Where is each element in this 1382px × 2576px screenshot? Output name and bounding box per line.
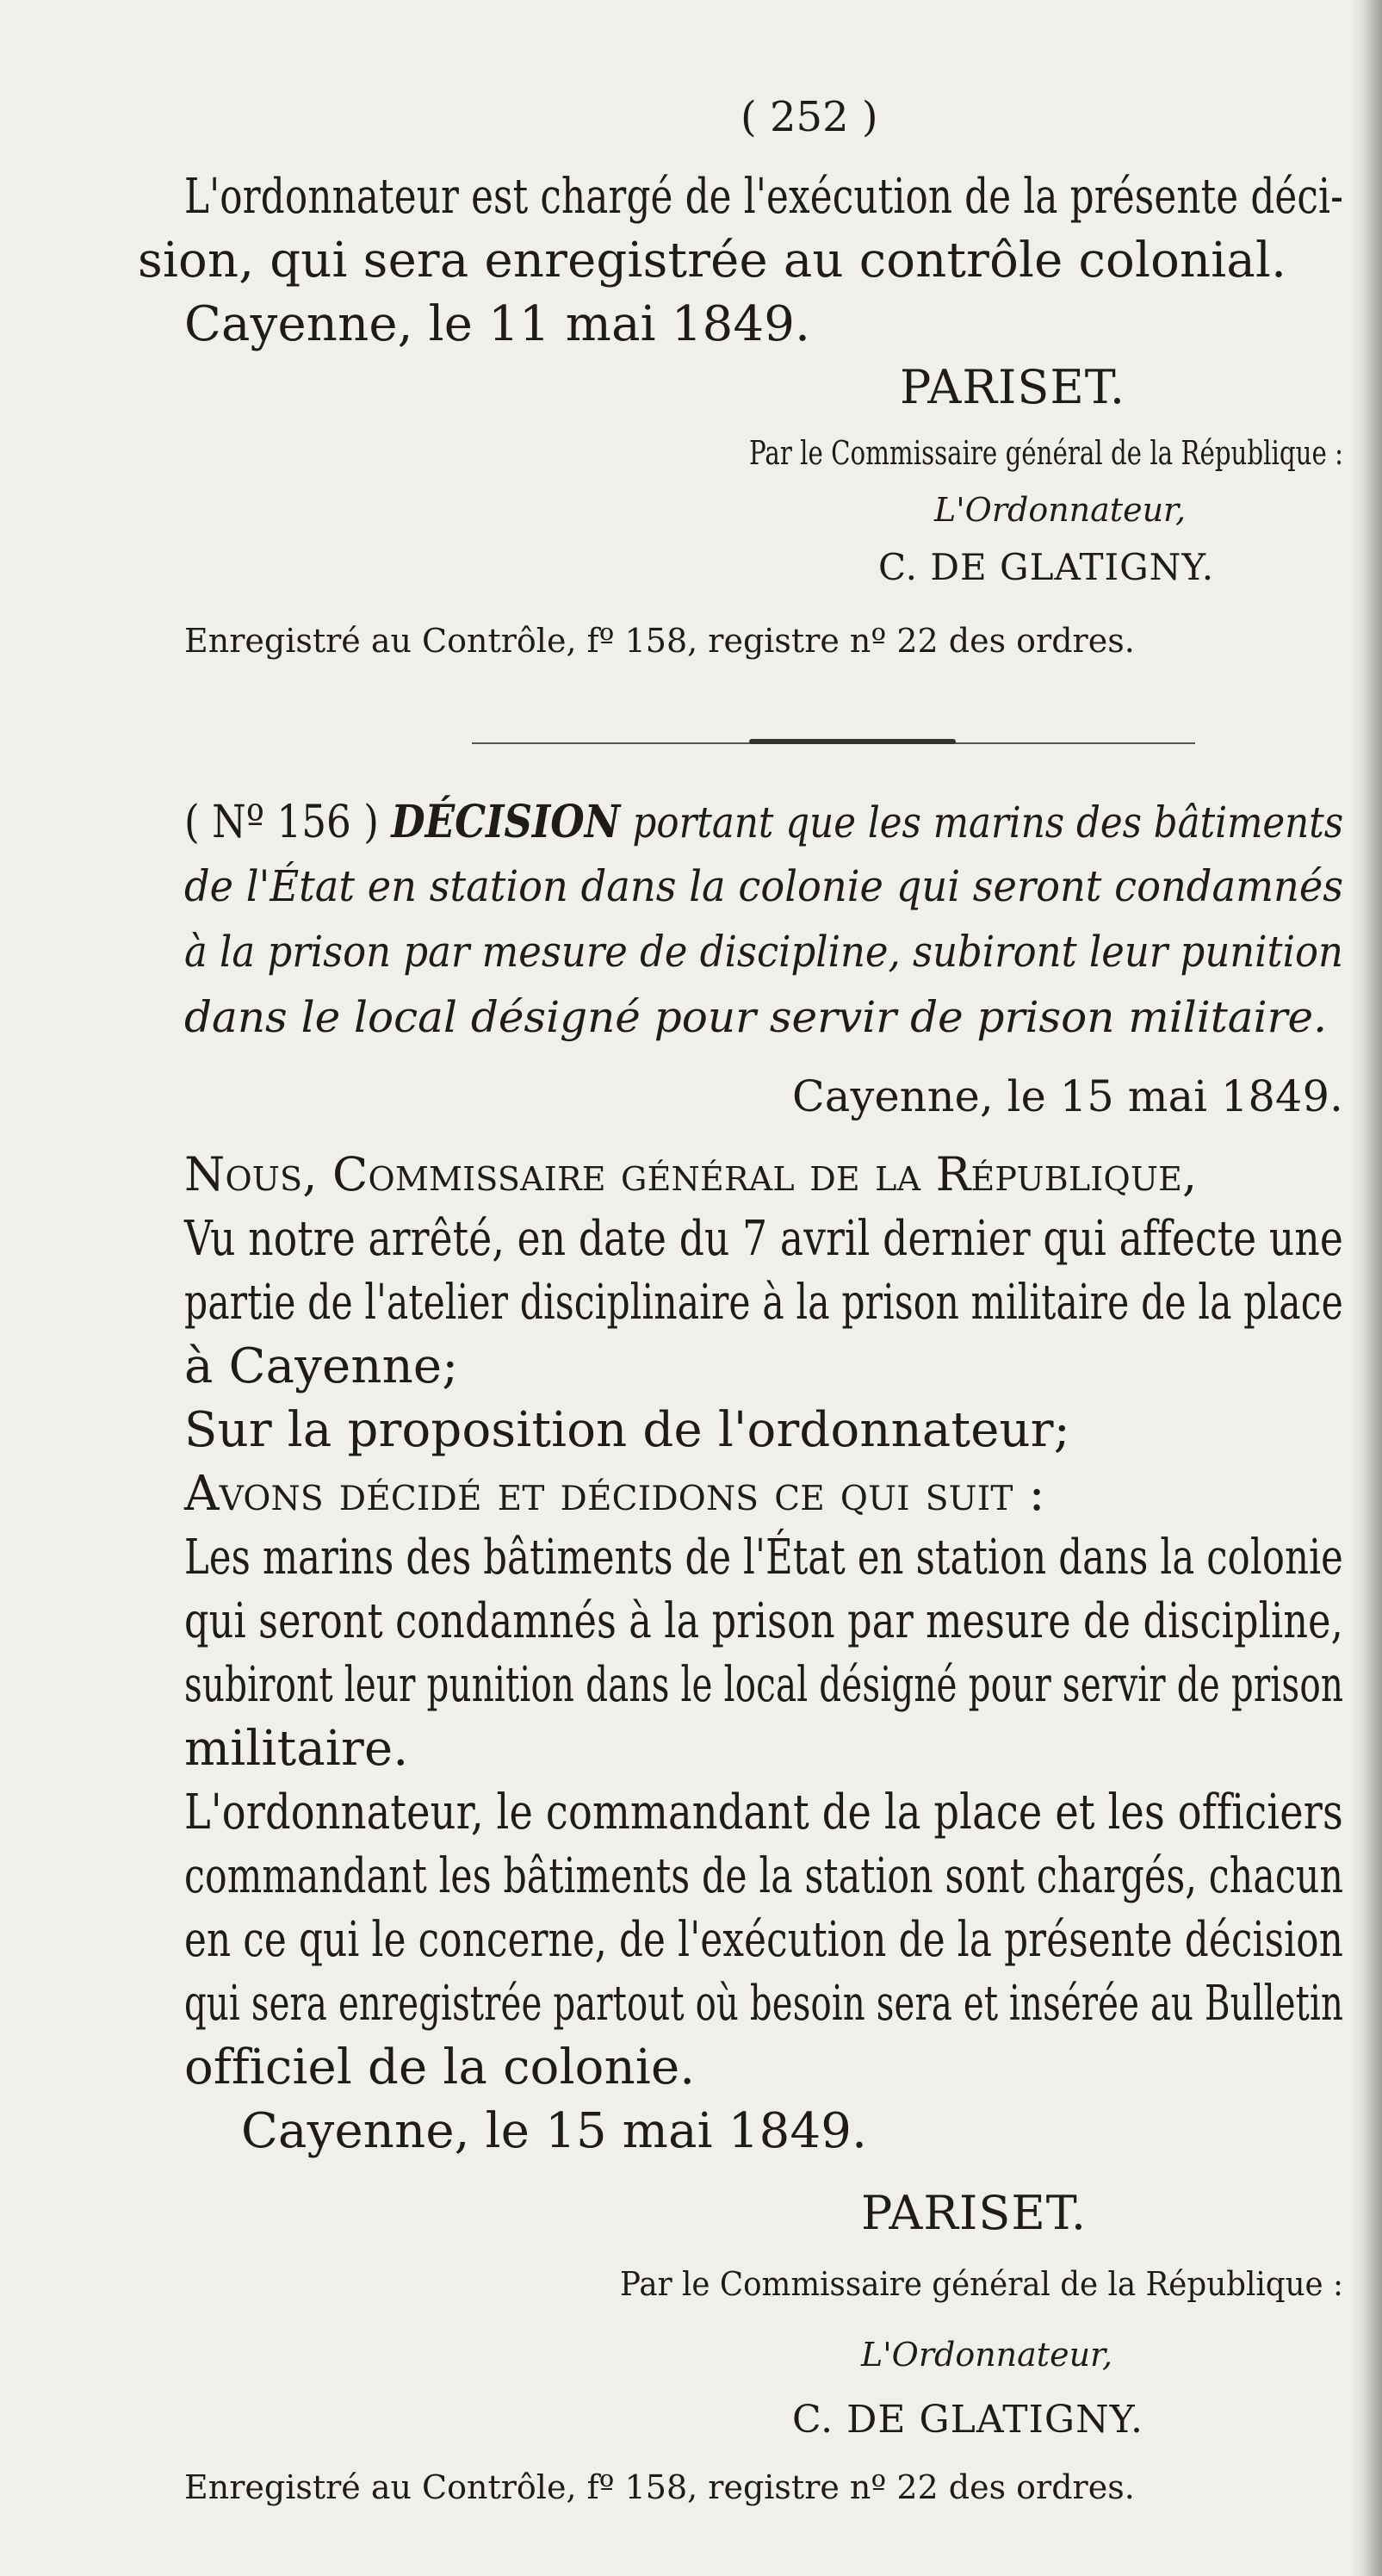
text-line: qui seront condamnés à la prison par mesure de discipline,	[184, 1593, 1343, 1649]
text-line: L'ordonnateur, le commandant de la place et les officiers	[184, 1785, 1343, 1840]
decision-title: dans le local désigné pour servir de prison militaire.	[184, 992, 1327, 1042]
text-line: Sur la proposition de l'ordonnateur;	[184, 1402, 1070, 1458]
text-line: Vu notre arrêté, en date du 7 avril dernier qui affecte une	[184, 1211, 1344, 1267]
text-line: commandant les bâtiments de la station sont chargés, chacun	[184, 1848, 1344, 1904]
decision-title: portant que les marins des bâtiments	[632, 798, 1344, 847]
text-line: Avons décidé et décidons ce qui suit :	[184, 1466, 1045, 1522]
decision-number: ( Nº 156 )	[184, 797, 379, 848]
signature-role: L'Ordonnateur,	[934, 491, 1187, 529]
registration-note: Enregistré au Contrôle, fº 158, registre nº 22 des ordres.	[184, 622, 1135, 660]
text-line: sion, qui sera enregistrée au contrôle colonial.	[138, 233, 1287, 289]
signer-name: C. DE GLATIGNY.	[792, 2398, 1143, 2442]
text-line: L'ordonnateur est chargé de l'exécution de la présente déci-	[184, 169, 1344, 225]
registration-note: Enregistré au Contrôle, fº 158, registre nº 22 des ordres.	[184, 2468, 1135, 2506]
decision-title: de l'État en station dans la colonie qui seront condamnés	[184, 861, 1344, 911]
signature-by-line: Par le Commissaire général de la République :	[620, 2265, 1343, 2303]
text-line: à Cayenne;	[184, 1338, 459, 1394]
decision-title: à la prison par mesure de discipline, subiront leur punition	[184, 927, 1343, 977]
decision-date: Cayenne, le 15 mai 1849.	[792, 1071, 1343, 1121]
signer-name: C. DE GLATIGNY.	[878, 546, 1215, 588]
date-line: Cayenne, le 11 mai 1849.	[184, 296, 811, 352]
preamble: Nous, Commissaire général de la République,	[184, 1147, 1198, 1201]
signature-name: PARISET.	[861, 2186, 1088, 2240]
signature-name: PARISET.	[900, 360, 1126, 414]
text-line: subiront leur punition dans le local désigné pour servir de prison	[184, 1657, 1343, 1713]
decision-title-word: DÉCISION	[391, 796, 621, 848]
text-line: qui sera enregistrée partout où besoin sera et insérée au Bulletin	[184, 1976, 1344, 2032]
text-line: Les marins des bâtiments de l'État en station dans la colonie	[184, 1530, 1343, 1586]
text-line: partie de l'atelier disciplinaire à la prison militaire de la place	[184, 1275, 1343, 1331]
text-line: en ce qui le concerne, de l'exécution de la présente décision	[184, 1912, 1344, 1968]
text-line: officiel de la colonie.	[184, 2039, 696, 2095]
page-number: ( 252 )	[741, 93, 878, 141]
text-line: militaire.	[184, 1721, 409, 1777]
signature-role: L'Ordonnateur,	[861, 2336, 1113, 2374]
separator-rule-center	[749, 739, 956, 744]
date-line: Cayenne, le 15 mai 1849.	[241, 2103, 868, 2159]
signature-by-line: Par le Commissaire général de la République :	[749, 434, 1343, 472]
page-binding-shadow	[1351, 0, 1382, 2576]
